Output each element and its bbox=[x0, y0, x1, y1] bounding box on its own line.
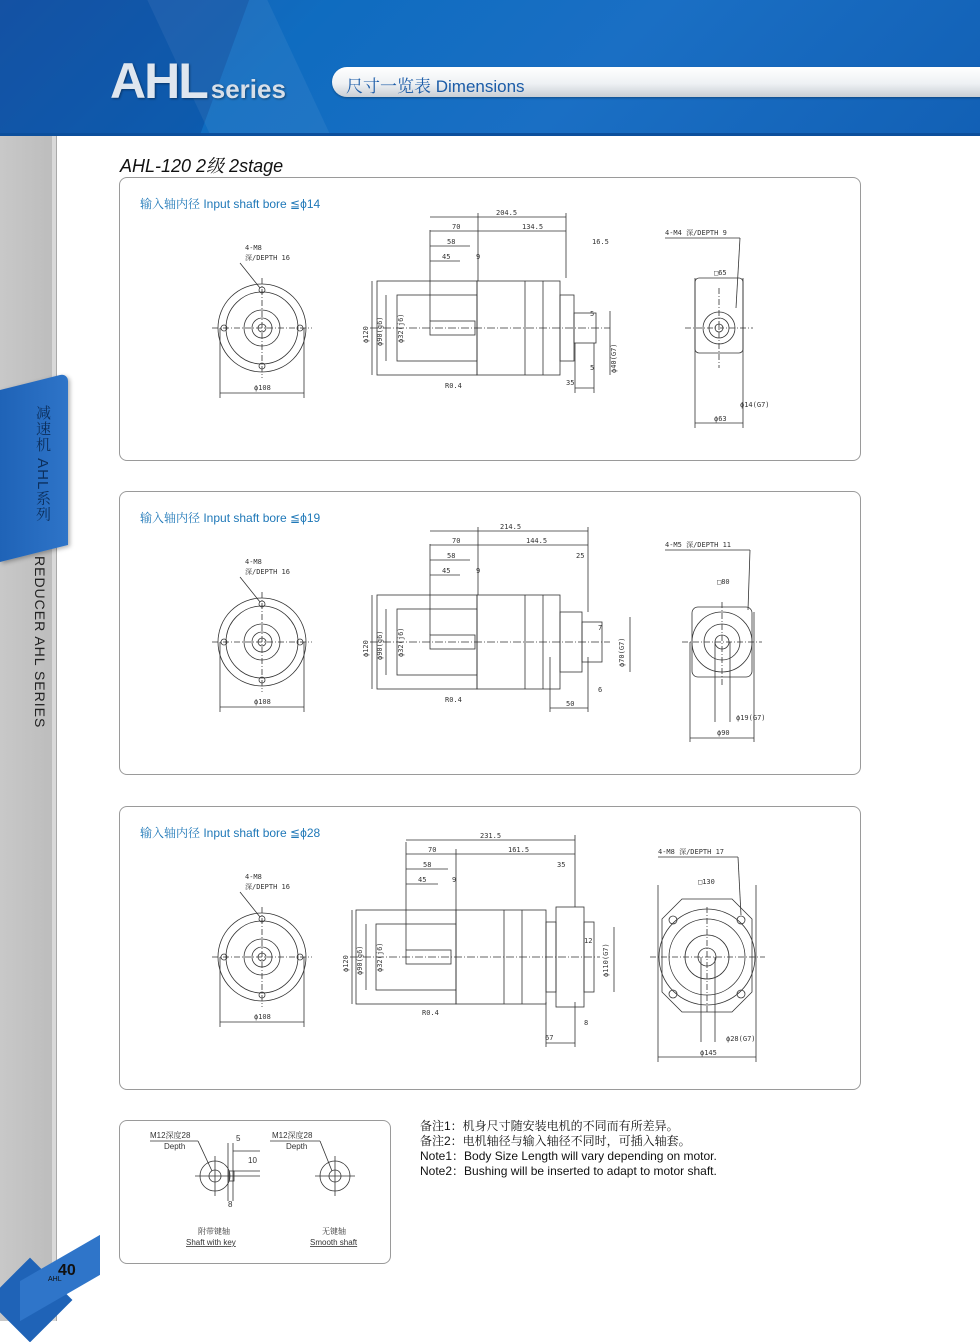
svg-text:ϕ90: ϕ90 bbox=[717, 729, 730, 737]
svg-text:8: 8 bbox=[584, 1019, 589, 1027]
svg-text:25: 25 bbox=[576, 552, 585, 560]
svg-text:□80: □80 bbox=[717, 578, 730, 586]
svg-text:附带键轴: 附带键轴 bbox=[198, 1227, 230, 1236]
svg-text:Depth: Depth bbox=[164, 1142, 186, 1151]
svg-text:ϕ32(j6): ϕ32(j6) bbox=[397, 627, 405, 657]
dimension-panel-3 bbox=[119, 806, 861, 1090]
svg-text:4-M8: 4-M8 bbox=[245, 244, 262, 252]
svg-text:45: 45 bbox=[442, 253, 451, 261]
shaft-detail-panel bbox=[119, 1120, 391, 1264]
front-view-drawing bbox=[212, 263, 312, 398]
note-en-1: Note1：Body Size Length will vary depending on motor. bbox=[420, 1149, 717, 1163]
svg-text:R0.4: R0.4 bbox=[445, 696, 462, 704]
svg-text:35: 35 bbox=[557, 861, 566, 869]
svg-text:10: 10 bbox=[248, 1156, 257, 1165]
section-title-bar bbox=[332, 67, 980, 97]
svg-text:161.5: 161.5 bbox=[508, 846, 530, 854]
svg-text:58: 58 bbox=[447, 238, 456, 246]
motor-flange-drawing bbox=[665, 238, 753, 428]
svg-text:9: 9 bbox=[476, 253, 481, 261]
svg-text:Depth: Depth bbox=[286, 1142, 308, 1151]
svg-text:Smooth shaft: Smooth shaft bbox=[310, 1238, 358, 1247]
svg-text:4-M5 深/DEPTH 11: 4-M5 深/DEPTH 11 bbox=[665, 541, 732, 549]
svg-text:35: 35 bbox=[566, 379, 575, 387]
page-header bbox=[0, 0, 980, 136]
shaft-detail-drawing bbox=[120, 1121, 390, 1263]
svg-text:ϕ40(G7): ϕ40(G7) bbox=[610, 343, 618, 373]
brand-suffix: series bbox=[210, 74, 286, 104]
note-cn-2: 备注2：电机轴径与输入轴径不同时，可插入轴套。 bbox=[420, 1134, 691, 1148]
svg-text:ϕ120: ϕ120 bbox=[342, 955, 350, 972]
svg-text:9: 9 bbox=[452, 876, 457, 884]
svg-text:58: 58 bbox=[447, 552, 456, 560]
sidebar bbox=[0, 136, 52, 1321]
sidebar-series-label: REDUCER AHL SERIES bbox=[32, 556, 48, 729]
svg-text:144.5: 144.5 bbox=[526, 537, 548, 545]
svg-text:6: 6 bbox=[598, 686, 603, 694]
svg-text:4-M8 深/DEPTH 17: 4-M8 深/DEPTH 17 bbox=[658, 848, 725, 856]
svg-text:深/DEPTH 16: 深/DEPTH 16 bbox=[245, 254, 290, 262]
svg-text:214.5: 214.5 bbox=[500, 523, 522, 531]
svg-text:□130: □130 bbox=[698, 878, 715, 886]
svg-text:ϕ32(j6): ϕ32(j6) bbox=[376, 942, 384, 972]
svg-text:8: 8 bbox=[228, 1200, 233, 1209]
sidebar-tab-label: 减速机 AHL系列 bbox=[34, 405, 51, 523]
svg-text:4-M4 深/DEPTH 9: 4-M4 深/DEPTH 9 bbox=[665, 229, 727, 237]
svg-text:134.5: 134.5 bbox=[522, 223, 544, 231]
svg-text:ϕ19(G7): ϕ19(G7) bbox=[736, 714, 766, 722]
svg-text:ϕ14(G7): ϕ14(G7) bbox=[740, 401, 770, 409]
svg-text:5: 5 bbox=[590, 364, 595, 372]
dimension-panel-2 bbox=[119, 491, 861, 775]
svg-text:7: 7 bbox=[598, 624, 603, 632]
sidebar-divider bbox=[52, 136, 57, 1321]
svg-text:ϕ90(g6): ϕ90(g6) bbox=[376, 630, 384, 660]
svg-text:70: 70 bbox=[428, 846, 437, 854]
model-title: AHL-120 2级 2stage bbox=[120, 156, 284, 176]
svg-text:ϕ145: ϕ145 bbox=[700, 1049, 717, 1057]
svg-text:ϕ110(G7): ϕ110(G7) bbox=[602, 943, 610, 977]
drawing-14mm bbox=[120, 178, 860, 460]
notes bbox=[420, 1119, 717, 1179]
svg-text:9: 9 bbox=[476, 567, 481, 575]
svg-text:67: 67 bbox=[545, 1034, 554, 1042]
svg-text:M12深度28: M12深度28 bbox=[272, 1131, 313, 1140]
svg-text:ϕ108: ϕ108 bbox=[254, 1013, 271, 1021]
page-label: AHL bbox=[48, 1276, 62, 1283]
note-cn-1: 备注1：机身尺寸随安装电机的不同而有所差异。 bbox=[420, 1119, 679, 1133]
note-en-2: Note2：Bushing will be inserted to adapt to motor shaft. bbox=[420, 1164, 717, 1178]
svg-text:ϕ108: ϕ108 bbox=[254, 384, 271, 392]
svg-text:□65: □65 bbox=[714, 269, 727, 277]
series-brand bbox=[110, 52, 286, 110]
svg-text:ϕ120: ϕ120 bbox=[362, 640, 370, 657]
svg-text:M12深度28: M12深度28 bbox=[150, 1131, 191, 1140]
svg-text:50: 50 bbox=[566, 700, 575, 708]
svg-text:16.5: 16.5 bbox=[592, 238, 609, 246]
drawing-28mm bbox=[120, 807, 860, 1089]
svg-text:深/DEPTH 16: 深/DEPTH 16 bbox=[245, 568, 290, 576]
side-view-drawing bbox=[370, 213, 610, 393]
input-bore-label: 输入轴内径 Input shaft bore ≦ϕ14 bbox=[140, 197, 321, 211]
input-bore-label: 输入轴内径 Input shaft bore ≦ϕ19 bbox=[140, 511, 321, 525]
svg-text:ϕ70(G7): ϕ70(G7) bbox=[618, 637, 626, 667]
page-number: 40 bbox=[58, 1262, 76, 1279]
svg-text:70: 70 bbox=[452, 223, 461, 231]
svg-text:深/DEPTH 16: 深/DEPTH 16 bbox=[245, 883, 290, 891]
svg-text:ϕ63: ϕ63 bbox=[714, 415, 727, 423]
svg-text:204.5: 204.5 bbox=[496, 209, 518, 217]
svg-text:ϕ120: ϕ120 bbox=[362, 326, 370, 343]
svg-text:70: 70 bbox=[452, 537, 461, 545]
svg-text:45: 45 bbox=[442, 567, 451, 575]
svg-text:4-M8: 4-M8 bbox=[245, 558, 262, 566]
svg-text:ϕ108: ϕ108 bbox=[254, 698, 271, 706]
svg-text:5: 5 bbox=[590, 310, 595, 318]
svg-text:ϕ32(j6): ϕ32(j6) bbox=[397, 313, 405, 343]
svg-text:Shaft with key: Shaft with key bbox=[186, 1238, 236, 1247]
svg-text:ϕ90(g6): ϕ90(g6) bbox=[356, 945, 364, 975]
svg-text:无键轴: 无键轴 bbox=[322, 1227, 346, 1236]
drawing-19mm bbox=[120, 492, 860, 774]
svg-text:ϕ28(G7): ϕ28(G7) bbox=[726, 1035, 756, 1043]
svg-text:12: 12 bbox=[584, 937, 593, 945]
svg-text:58: 58 bbox=[423, 861, 432, 869]
svg-text:231.5: 231.5 bbox=[480, 832, 502, 840]
svg-text:4-M8: 4-M8 bbox=[245, 873, 262, 881]
svg-text:R0.4: R0.4 bbox=[422, 1009, 439, 1017]
svg-text:R0.4: R0.4 bbox=[445, 382, 462, 390]
input-bore-label: 输入轴内径 Input shaft bore ≦ϕ28 bbox=[140, 826, 321, 840]
brand-name: AHL bbox=[110, 53, 207, 109]
svg-text:5: 5 bbox=[236, 1134, 241, 1143]
dimension-panel-1 bbox=[119, 177, 861, 461]
svg-text:45: 45 bbox=[418, 876, 427, 884]
header-divider bbox=[0, 133, 980, 136]
section-title: 尺寸一览表 Dimensions bbox=[346, 77, 525, 96]
svg-text:ϕ90(g6): ϕ90(g6) bbox=[376, 316, 384, 346]
